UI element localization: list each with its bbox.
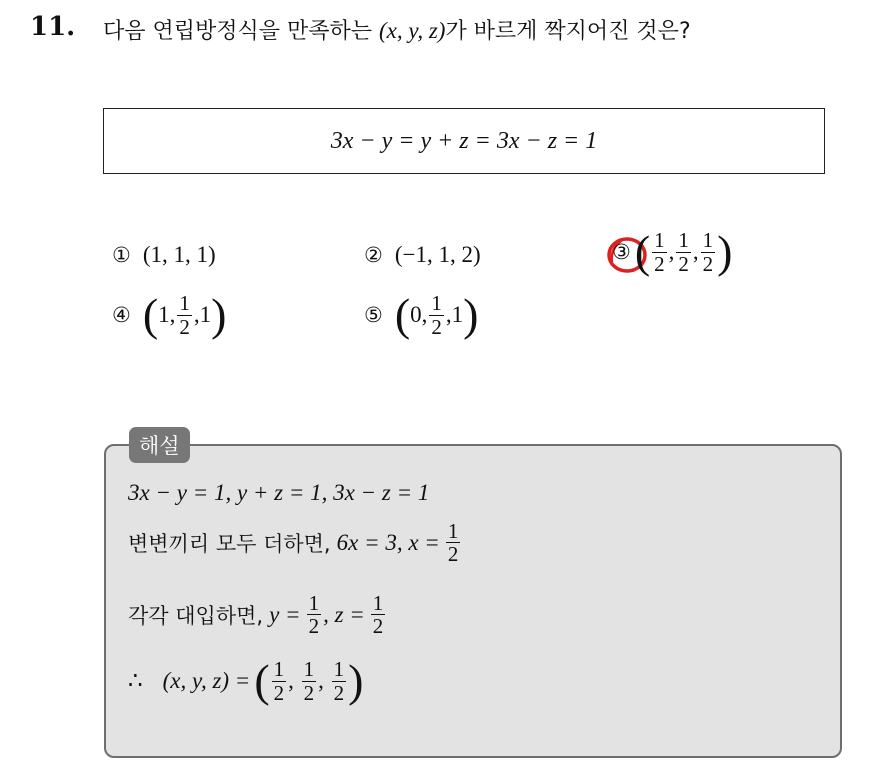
close-paren: ) [211,289,227,340]
open-paren: ( [142,289,159,340]
option-4-frac: $\frac{1}{2}$ [179,291,190,339]
solution-line-4-frac-3: $\frac{1}{2}$ [333,657,345,705]
solution-line-3 [128,592,387,637]
question-tuple: (x, y, z) [379,18,446,43]
option-4-a: 1, [158,302,176,327]
option-4[interactable] [112,289,227,340]
question-number: 11. [30,12,76,42]
option-1[interactable] [112,242,216,268]
solution-line-4-frac-1: $\frac{1}{2}$ [273,657,285,705]
option-4-b: ,1 [193,302,212,327]
option-3-number: ③ [612,240,631,264]
open-paren: ( [394,289,411,340]
equation-text: 3x − y = y + z = 3x − z = 1 [330,127,598,154]
solution-line-1-math: 3x − y = 1, y + z = 1, 3x − z = 1 [128,480,430,505]
comma: , [692,239,699,264]
solution-line-3-text: 각각 대입하면, [128,603,264,628]
question-text-after: 가 바르게 짝지어진 것은? [445,19,691,44]
question-text-before: 다음 연립방정식을 만족하는 [103,19,373,44]
open-paren: ( [254,655,270,706]
option-5-a: 0, [410,302,428,327]
solution-line-3-frac-1: $\frac{1}{2}$ [308,591,320,639]
option-5-b: ,1 [445,302,464,327]
comma: , [318,668,330,693]
option-2[interactable] [364,242,481,268]
therefore-symbol: ∴ [128,668,143,693]
solution-line-3-z: , z = [323,601,365,627]
option-3-frac-2: $\frac{1}{2}$ [678,228,689,276]
option-5-number: ⑤ [364,303,383,327]
solution-line-3-frac-2: $\frac{1}{2}$ [372,591,384,639]
solution-line-4-frac-2: $\frac{1}{2}$ [303,657,315,705]
comma: , [288,668,300,693]
option-4-number: ④ [112,303,131,327]
option-5[interactable] [364,289,479,340]
option-5-frac: $\frac{1}{2}$ [431,291,442,339]
solution-line-2-text: 변변끼리 모두 더하면, [128,531,331,556]
option-3-frac-1: $\frac{1}{2}$ [654,228,665,276]
solution-line-1 [128,480,429,506]
option-2-value: (−1, 1, 2) [394,242,481,267]
solution-line-2-math: 6x = 3, x = [336,529,440,555]
solution-line-4 [128,655,364,706]
close-paren: ) [463,289,479,340]
close-paren: ) [348,655,364,706]
solution-tab: 해설 [129,427,190,463]
option-1-number: ① [112,243,131,267]
option-3-frac-3: $\frac{1}{2}$ [702,228,714,276]
option-3-open-paren: ( [634,226,651,277]
option-2-number: ② [364,243,383,267]
solution-line-4-tuple: (x, y, z) = [162,668,251,693]
option-3[interactable] [612,226,733,277]
question-text [103,14,691,45]
comma: , [668,239,675,264]
solution-line-2 [128,520,462,565]
equation-box [103,108,825,174]
option-1-value: (1, 1, 1) [142,242,216,267]
solution-line-3-y: y = [269,601,301,627]
option-3-close-paren: ) [717,226,733,277]
solution-line-2-frac: $\frac{1}{2}$ [447,519,459,567]
